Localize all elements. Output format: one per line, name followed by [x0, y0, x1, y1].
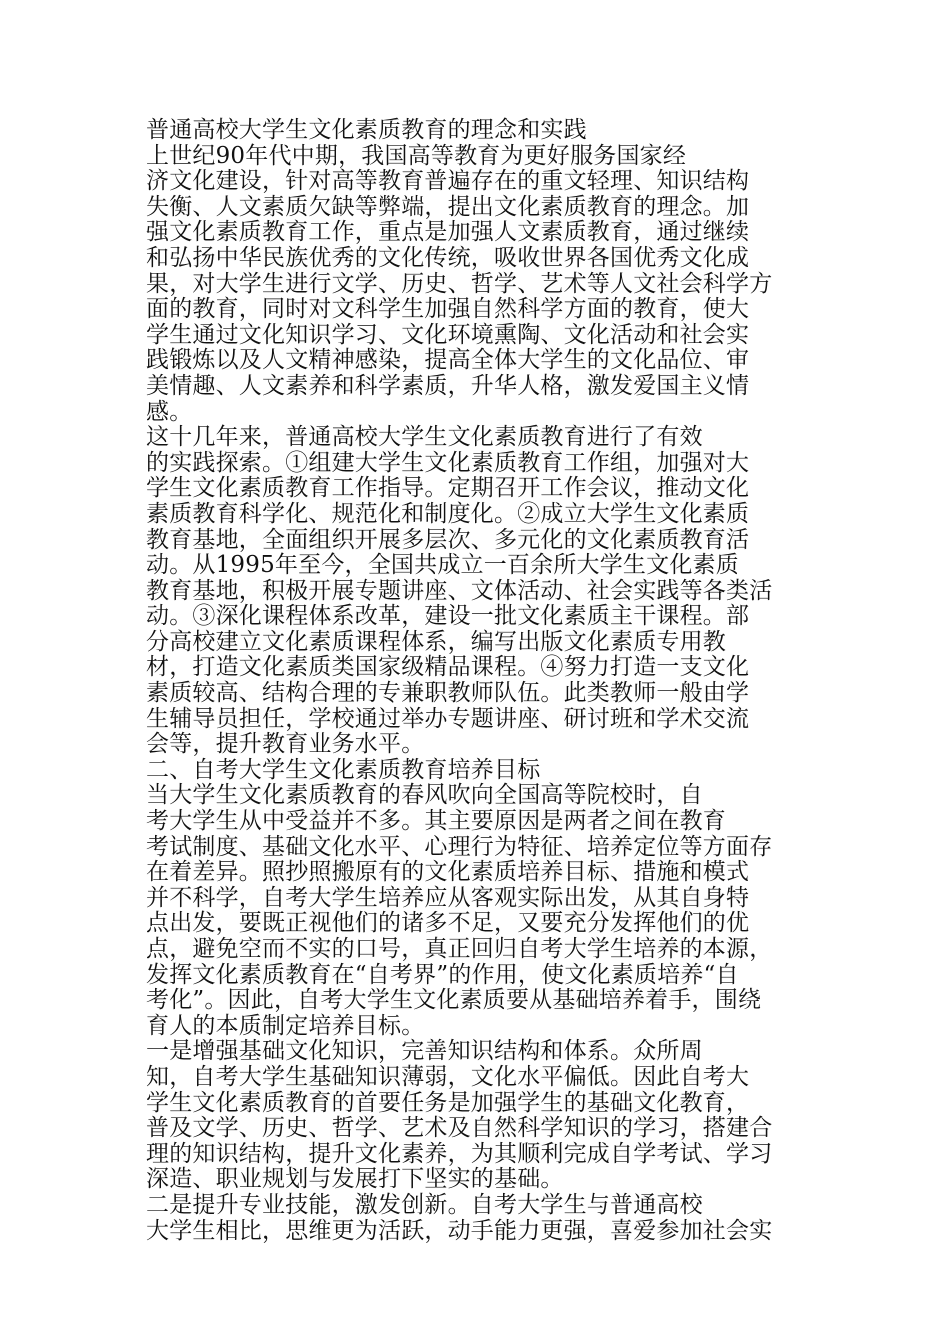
- text-line: 并不科学，自考大学生培养应从客观实际出发，从其自身特: [146, 884, 750, 911]
- document-title: 普通高校大学生文化素质教育的理念和实践: [146, 117, 587, 143]
- text-line: 分高校建立文化素质课程体系，编写出版文化素质专用教: [146, 628, 726, 655]
- text-line: 面的教育，同时对文科学生加强自然科学方面的教育，使大: [146, 296, 750, 323]
- text-line: 这十几年来，普通高校大学生文化素质教育进行了有效: [146, 424, 703, 451]
- text-line: 会等，提升教育业务水平。: [146, 731, 425, 758]
- text-line: 深造、职业规划与发展打下坚实的基础。: [146, 1166, 564, 1193]
- text-line: 当大学生文化素质教育的春风吹向全国高等院校时，自: [146, 782, 703, 809]
- text-line: 失衡、人文素质欠缺等弊端，提出文化素质教育的理念。加: [146, 193, 750, 220]
- text-line: 二是提升专业技能，激发创新。自考大学生与普通高校: [146, 1191, 703, 1218]
- text-line: 育人的本质制定培养目标。: [146, 1012, 425, 1039]
- text-line: 素质较高、结构合理的专兼职教师队伍。此类教师一般由学: [146, 680, 750, 707]
- text-line: 普及文学、历史、哲学、艺术及自然科学知识的学习，搭建合: [146, 1115, 773, 1142]
- text-line: 动。从1995年至今，全国共成立一百余所大学生文化素质: [146, 552, 739, 579]
- text-line: 动。③深化课程体系改革，建设一批文化素质主干课程。部: [146, 603, 750, 630]
- text-line: 美情趣、人文素养和科学素质，升华人格，激发爱国主义情: [146, 372, 750, 399]
- text-line: 学生文化素质教育的首要任务是加强学生的基础文化教育，: [146, 1089, 750, 1116]
- text-line: 践锻炼以及人文精神感染，提高全体大学生的文化品位、审: [146, 347, 750, 374]
- text-line: 素质教育科学化、规范化和制度化。②成立大学生文化素质: [146, 500, 750, 527]
- text-line: 知，自考大学生基础知识薄弱，文化水平偏低。因此自考大: [146, 1063, 750, 1090]
- text-line: 上世纪90年代中期，我国高等教育为更好服务国家经: [146, 142, 687, 169]
- text-line: 材，打造文化素质类国家级精品课程。④努力打造一支文化: [146, 654, 750, 681]
- text-line: 考试制度、基础文化水平、心理行为特征、培养定位等方面存: [146, 833, 773, 860]
- text-line: 果，对大学生进行文学、历史、哲学、艺术等人文社会科学方: [146, 270, 773, 297]
- text-line: 发挥文化素质教育在“自考界”的作用，使文化素质培养“自: [146, 961, 739, 988]
- text-line: 强文化素质教育工作，重点是加强人文素质教育，通过继续: [146, 219, 750, 246]
- text-line: 和弘扬中华民族优秀的文化传统，吸收世界各国优秀文化成: [146, 244, 750, 271]
- text-line: 生辅导员担任，学校通过举办专题讲座、研讨班和学术交流: [146, 705, 750, 732]
- text-line: 考大学生从中受益并不多。其主要原因是两者之间在教育: [146, 808, 726, 835]
- document-body: [146, 117, 773, 1244]
- text-line: 的实践探索。①组建大学生文化素质教育工作组，加强对大: [146, 449, 750, 476]
- text-line: 感。: [146, 398, 193, 425]
- text-line: 教育基地，积极开展专题讲座、文体活动、社会实践等各类活: [146, 577, 773, 604]
- text-line: 在着差异。照抄照搬原有的文化素质培养目标、措施和模式: [146, 859, 750, 886]
- text-line: 点，避免空而不实的口号，真正回归自考大学生培养的本源，: [146, 936, 773, 962]
- text-line: 点出发，要既正视他们的诸多不足，又要充分发挥他们的优: [146, 910, 750, 937]
- text-line: 学生文化素质教育工作指导。定期召开工作会议，推动文化: [146, 475, 750, 502]
- text-line: 大学生相比，思维更为活跃，动手能力更强，喜爱参加社会实: [146, 1217, 773, 1244]
- text-line: 教育基地，全面组织开展多层次、多元化的文化素质教育活: [146, 526, 750, 553]
- text-line: 考化”。因此，自考大学生文化素质要从基础培养着手，围绕: [146, 987, 762, 1014]
- section-heading: 二、自考大学生文化素质教育培养目标: [146, 756, 541, 783]
- text-line: 一是增强基础文化知识，完善知识结构和体系。众所周: [146, 1038, 703, 1065]
- text-line: 济文化建设，针对高等教育普遍存在的重文轻理、知识结构: [146, 168, 750, 195]
- text-line: 学生通过文化知识学习、文化环境熏陶、文化活动和社会实: [146, 321, 750, 348]
- text-line: 理的知识结构，提升文化素养，为其顺利完成自学考试、学习: [146, 1140, 773, 1167]
